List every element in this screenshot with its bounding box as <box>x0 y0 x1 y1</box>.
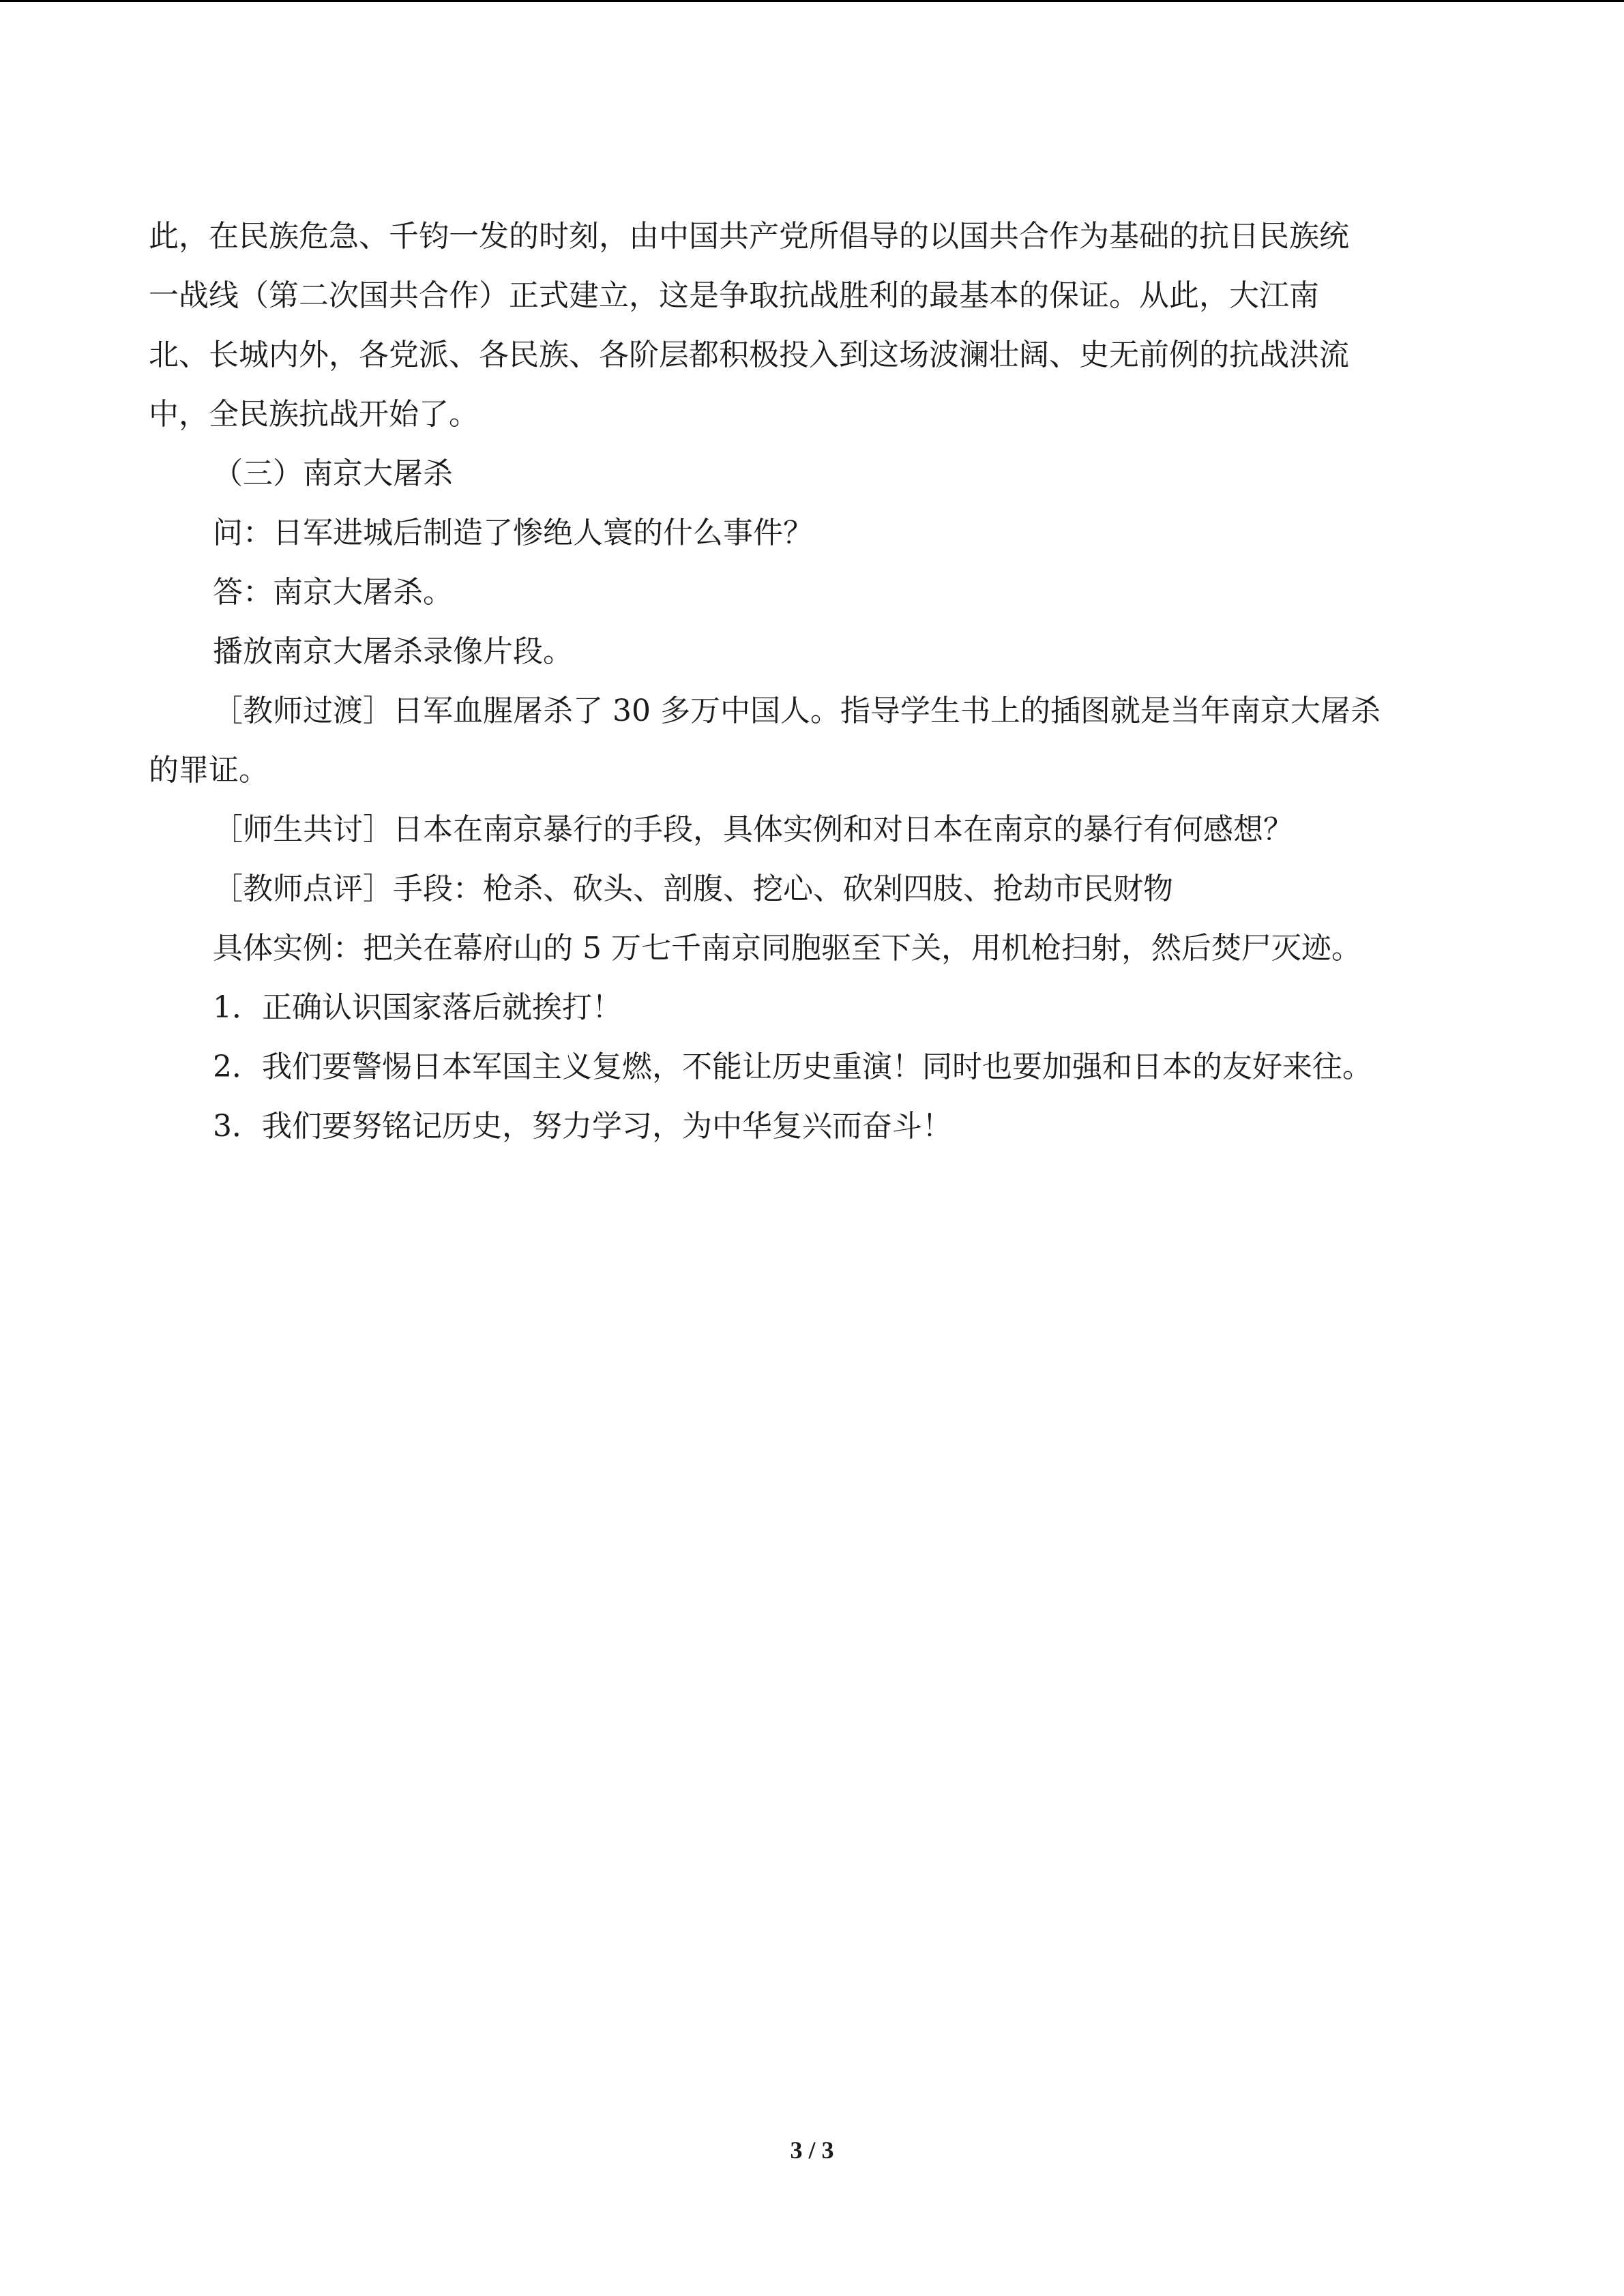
list-item: 2．我们要警惕日本军国主义复燃，不能让历史重演！同时也要加强和日本的友好来往。 <box>213 1049 1372 1084</box>
question-line: 问：日军进城后制造了惨绝人寰的什么事件？ <box>213 516 813 550</box>
body-line: 中，全民族抗战开始了。 <box>149 397 479 432</box>
list-item: 1．正确认识国家落后就挨打！ <box>213 990 622 1025</box>
body-line: 此，在民族危急、千钧一发的时刻，由中国共产党所倡导的以国共合作为基础的抗日民族统 <box>149 219 1349 254</box>
body-line: ［教师点评］手段：枪杀、砍头、剖腹、挖心、砍剁四肢、抢劫市民财物 <box>213 871 1173 906</box>
answer-line: 答：南京大屠杀。 <box>213 575 453 610</box>
body-line: ［师生共讨］日本在南京暴行的手段，具体实例和对日本在南京的暴行有何感想？ <box>213 812 1293 847</box>
body-line: ［教师过渡］日军血腥屠杀了 30 多万中国人。指导学生书上的插图就是当年南京大屠杀 <box>213 694 1381 728</box>
body-line: 播放南京大屠杀录像片段。 <box>213 634 573 669</box>
list-item: 3．我们要努铭记历史，努力学习，为中华复兴而奋斗！ <box>213 1109 952 1144</box>
document-body <box>149 207 1479 1156</box>
body-line: 的罪证。 <box>149 753 269 788</box>
body-line: 一战线（第二次国共合作）正式建立，这是争取抗战胜利的最基本的保证。从此，大江南 <box>149 278 1319 313</box>
section-heading: （三）南京大屠杀 <box>213 456 453 491</box>
body-line: 具体实例：把关在幕府山的 5 万七千南京同胞驱至下关，用机枪扫射，然后焚尸灭迹。 <box>213 931 1361 966</box>
body-line: 北、长城内外，各党派、各民族、各阶层都积极投入到这场波澜壮阔、史无前例的抗战洪流 <box>149 338 1349 372</box>
page-number: 3 / 3 <box>790 2136 834 2164</box>
